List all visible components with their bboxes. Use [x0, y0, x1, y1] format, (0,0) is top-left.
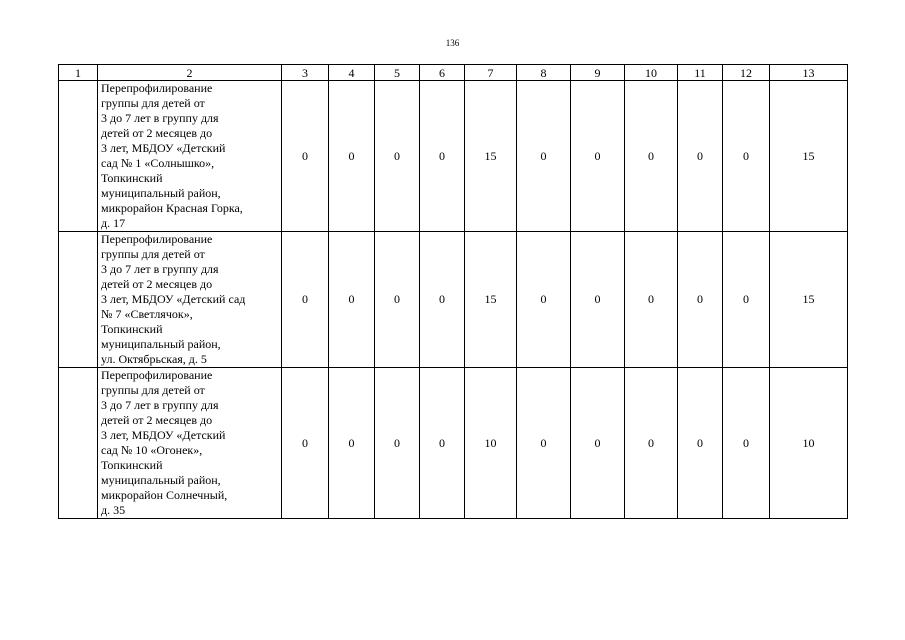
value-cell: 0 [723, 81, 770, 232]
value-cell: 0 [571, 81, 625, 232]
value-cell: 0 [678, 368, 723, 519]
value-cell: 0 [282, 81, 329, 232]
description-line: муниципальный район, [101, 186, 221, 200]
description-cell [98, 368, 282, 519]
description-line: муниципальный район, [101, 473, 221, 487]
description-line: сад № 10 «Огонек», [101, 443, 203, 457]
value-cell: 0 [678, 232, 723, 368]
value-cell: 0 [571, 368, 625, 519]
value-cell: 15 [770, 81, 848, 232]
value-cell: 0 [517, 232, 571, 368]
value-cell: 0 [420, 232, 465, 368]
value-cell: 0 [517, 368, 571, 519]
header-cell: 1 [59, 65, 98, 81]
description-line: д. 17 [101, 216, 126, 230]
description-line: № 7 «Светлячок», [101, 307, 193, 321]
header-cell: 10 [625, 65, 678, 81]
value-cell: 0 [571, 232, 625, 368]
table-row [59, 232, 848, 368]
header-row [59, 65, 848, 81]
description-line: Топкинский [101, 322, 163, 336]
header-cell: 4 [329, 65, 375, 81]
description-line: детей от 2 месяцев до [101, 413, 213, 427]
description-line: детей от 2 месяцев до [101, 126, 213, 140]
value-cell: 0 [420, 81, 465, 232]
value-cell: 0 [329, 368, 375, 519]
value-cell: 0 [282, 232, 329, 368]
value-cell: 0 [329, 81, 375, 232]
header-cell: 8 [517, 65, 571, 81]
value-cell: 0 [625, 81, 678, 232]
value-cell: 15 [465, 232, 517, 368]
description-line: группы для детей от [101, 247, 205, 261]
table-row [59, 368, 848, 519]
description-line: 3 до 7 лет в группу для [101, 262, 219, 276]
description-line: Перепрофилирование [101, 368, 213, 382]
description-cell [98, 81, 282, 232]
description-line: микрорайон Солнечный, [101, 488, 228, 502]
description-line: группы для детей от [101, 383, 205, 397]
description-line: сад № 1 «Солнышко», [101, 156, 215, 170]
data-table [58, 64, 848, 519]
description-line: Топкинский [101, 458, 163, 472]
value-cell: 10 [465, 368, 517, 519]
description-line: д. 35 [101, 503, 126, 517]
description-line: муниципальный район, [101, 337, 221, 351]
row-number-cell [59, 368, 98, 519]
value-cell: 15 [770, 232, 848, 368]
header-cell: 13 [770, 65, 848, 81]
page-number: 136 [445, 38, 460, 48]
header-cell: 11 [678, 65, 723, 81]
description-line: детей от 2 месяцев до [101, 277, 213, 291]
description-line: 3 лет, МБДОУ «Детский [101, 428, 226, 442]
header-cell: 7 [465, 65, 517, 81]
header-cell: 9 [571, 65, 625, 81]
header-cell: 5 [375, 65, 420, 81]
header-cell: 3 [282, 65, 329, 81]
value-cell: 10 [770, 368, 848, 519]
description-line: микрорайон Красная Горка, [101, 201, 243, 215]
value-cell: 0 [420, 368, 465, 519]
header-cell: 6 [420, 65, 465, 81]
row-number-cell [59, 232, 98, 368]
table-row [59, 81, 848, 232]
value-cell: 0 [375, 81, 420, 232]
value-cell: 0 [282, 368, 329, 519]
value-cell: 0 [329, 232, 375, 368]
description-line: Перепрофилирование [101, 232, 213, 246]
description-line: 3 до 7 лет в группу для [101, 398, 219, 412]
description-line: Перепрофилирование [101, 81, 213, 95]
description-line: 3 до 7 лет в группу для [101, 111, 219, 125]
table-body [59, 81, 848, 519]
description-line: 3 лет, МБДОУ «Детский [101, 141, 226, 155]
value-cell: 0 [375, 368, 420, 519]
value-cell: 15 [465, 81, 517, 232]
description-line: Топкинский [101, 171, 163, 185]
description-line: ул. Октябрьская, д. 5 [101, 352, 207, 366]
row-number-cell [59, 81, 98, 232]
header-cell: 12 [723, 65, 770, 81]
value-cell: 0 [723, 368, 770, 519]
value-cell: 0 [678, 81, 723, 232]
value-cell: 0 [625, 232, 678, 368]
description-cell [98, 232, 282, 368]
description-line: 3 лет, МБДОУ «Детский сад [101, 292, 246, 306]
value-cell: 0 [625, 368, 678, 519]
value-cell: 0 [723, 232, 770, 368]
value-cell: 0 [375, 232, 420, 368]
description-line: группы для детей от [101, 96, 205, 110]
header-cell: 2 [98, 65, 282, 81]
value-cell: 0 [517, 81, 571, 232]
